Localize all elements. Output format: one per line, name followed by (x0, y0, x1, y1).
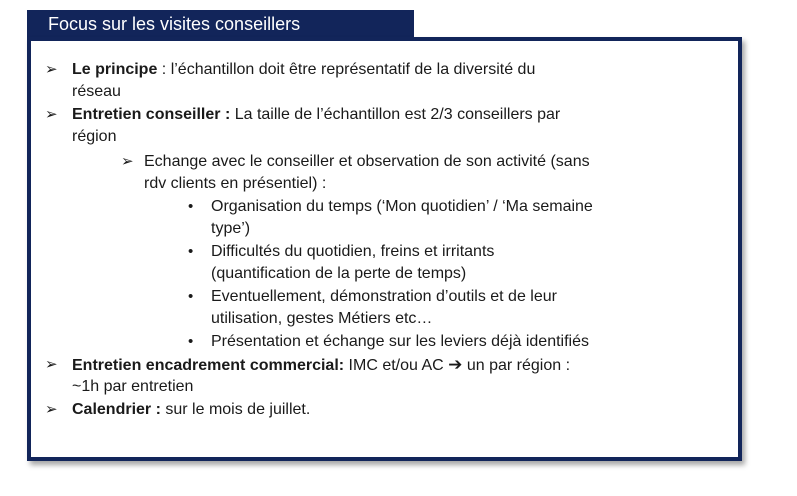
bullet-difficultes-line-1: Difficultés du quotidien, freins et irritants (211, 243, 495, 260)
bullet-difficultes-line-2: (quantification de la perte de temps) (211, 265, 467, 282)
calendrier-label: Calendrier : (72, 401, 161, 418)
principe-line-1 (72, 59, 535, 81)
dot-bullet-icon: • (188, 243, 194, 260)
bullet-organisation-line-2: type’) (211, 220, 251, 237)
content-frame (27, 37, 742, 461)
conseiller-text: La taille de l’échantillon est 2/3 conseillers par (230, 106, 561, 123)
calendrier-line-1 (72, 399, 310, 421)
principe-line-2: réseau (72, 83, 121, 100)
arrow-bullet-icon: ➢ (45, 401, 58, 418)
arrow-bullet-icon: ➢ (45, 356, 58, 373)
conseiller-label: Entretien conseiller : (72, 106, 231, 123)
encadrement-line-1 (72, 354, 570, 377)
bullet-presentation-line-1: Présentation et échange sur les leviers déjà identifiés (211, 333, 589, 350)
echange-line-2: rdv clients en présentiel) : (144, 175, 327, 192)
section-title: Focus sur les visites conseillers (27, 10, 414, 39)
bullet-eventuellement-line-2: utilisation, gestes Métiers etc… (211, 310, 433, 327)
arrow-bullet-icon: ➢ (45, 61, 58, 78)
principe-label: Le principe (72, 61, 158, 78)
echange-line-1: Echange avec le conseiller et observation de son activité (sans (144, 153, 590, 170)
conseiller-line-1 (72, 104, 560, 126)
right-arrow-icon: ➔ (448, 355, 463, 374)
encadrement-text-a: IMC et/ou AC (344, 357, 449, 374)
calendrier-text: sur le mois de juillet. (160, 401, 311, 418)
arrow-bullet-icon: ➢ (121, 153, 134, 170)
encadrement-label: Entretien encadrement commercial: (72, 357, 345, 374)
arrow-bullet-icon: ➢ (45, 106, 58, 123)
bullet-organisation-line-1: Organisation du temps (‘Mon quotidien’ / ‘Ma semaine (211, 198, 593, 215)
bullet-eventuellement-line-1: Eventuellement, démonstration d’outils et de leur (211, 288, 557, 305)
principe-text: : l’échantillon doit être représentatif de la diversité du (157, 61, 536, 78)
dot-bullet-icon: • (188, 333, 194, 350)
encadrement-line-2: ~1h par entretien (72, 378, 194, 395)
conseiller-line-2: région (72, 128, 117, 145)
encadrement-text-b: un par région : (462, 357, 571, 374)
dot-bullet-icon: • (188, 288, 194, 305)
dot-bullet-icon: • (188, 198, 194, 215)
